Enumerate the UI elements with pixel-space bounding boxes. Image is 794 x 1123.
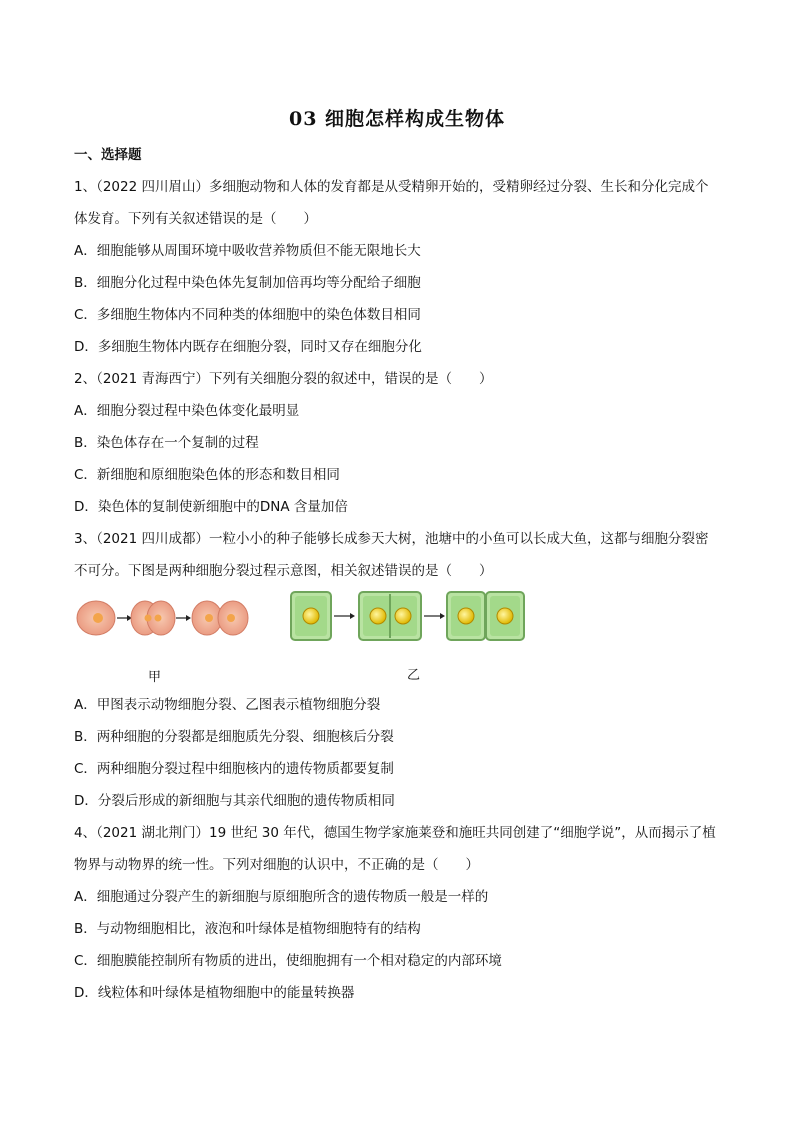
arrow-icon xyxy=(424,613,445,619)
q3-option-b: B．两种细胞的分裂都是细胞质先分裂、细胞核后分裂 xyxy=(74,729,394,745)
q3-option-c: C．两种细胞分裂过程中细胞核内的遗传物质都要复制 xyxy=(74,761,394,777)
q4-option-d: D．线粒体和叶绿体是植物细胞中的能量转换器 xyxy=(74,985,355,1001)
q2-option-d: D．染色体的复制使新细胞中的DNA 含量加倍 xyxy=(74,499,348,515)
q1-option-b: B．细胞分化过程中染色体先复制加倍再均等分配给子细胞 xyxy=(74,275,421,291)
q4-option-a: A．细胞通过分裂产生的新细胞与原细胞所含的遗传物质一般是一样的 xyxy=(74,889,489,905)
q3-stem-line2: 不可分。下图是两种细胞分裂过程示意图，相关叙述错误的是（ ） xyxy=(74,563,493,579)
plant-cell-3 xyxy=(447,592,524,640)
q2-option-c: C．新细胞和原细胞染色体的形态和数目相同 xyxy=(74,467,340,483)
arrow-icon xyxy=(334,613,355,619)
q1-option-a: A．细胞能够从周围环境中吸收营养物质但不能无限地长大 xyxy=(74,243,421,259)
q1-option-d: D．多细胞生物体内既存在细胞分裂，同时又存在细胞分化 xyxy=(74,339,422,355)
animal-cell-2 xyxy=(131,601,175,635)
cell-division-figure xyxy=(74,588,534,688)
plant-cell-1 xyxy=(291,592,331,640)
q1-stem-line2: 体发育。下列有关叙述错误的是（ ） xyxy=(74,211,317,227)
arrow-icon xyxy=(117,615,132,621)
plant-cell-2 xyxy=(359,592,421,640)
figure-label-left: 甲 xyxy=(148,670,162,685)
q2-option-b: B．染色体存在一个复制的过程 xyxy=(74,435,259,451)
q1-option-c: C．多细胞生物体内不同种类的体细胞中的染色体数目相同 xyxy=(74,307,421,323)
q4-option-b: B．与动物细胞相比，液泡和叶绿体是植物细胞特有的结构 xyxy=(74,921,421,937)
arrow-icon xyxy=(176,615,191,621)
q4-stem-line2: 物界与动物界的统一性。下列对细胞的认识中，不正确的是（ ） xyxy=(74,857,479,873)
q3-option-d: D．分裂后形成的新细胞与其亲代细胞的遗传物质相同 xyxy=(74,793,395,809)
q4-option-c: C．细胞膜能控制所有物质的进出，使细胞拥有一个相对稳定的内部环境 xyxy=(74,953,502,969)
q2-stem-line1: 2、（2021 青海西宁）下列有关细胞分裂的叙述中，错误的是（ ） xyxy=(74,371,493,387)
figure-label-right: 乙 xyxy=(407,668,421,683)
q1-stem-line1: 1、（2022 四川眉山）多细胞动物和人体的发育都是从受精卵开始的，受精卵经过分裂、生长和分化完成个 xyxy=(74,179,709,195)
q4-stem-line1: 4、（2021 湖北荆门）19 世纪 30 年代，德国生物学家施莱登和施旺共同创建了“细胞学说”，从而揭示了植 xyxy=(74,825,716,841)
animal-cell-1 xyxy=(77,601,115,635)
animal-cell-3 xyxy=(192,601,248,635)
page-title: 03 细胞怎样构成生物体 xyxy=(288,108,506,130)
q3-option-a: A．甲图表示动物细胞分裂、乙图表示植物细胞分裂 xyxy=(74,697,381,713)
q3-stem-line1: 3、（2021 四川成都）一粒小小的种子能够长成参天大树，池塘中的小鱼可以长成大鱼，这都与细胞分裂密 xyxy=(74,531,709,547)
section-heading: 一、选择题 xyxy=(74,147,142,163)
cell-division-diagram xyxy=(74,588,534,648)
q2-option-a: A．细胞分裂过程中染色体变化最明显 xyxy=(74,403,300,419)
